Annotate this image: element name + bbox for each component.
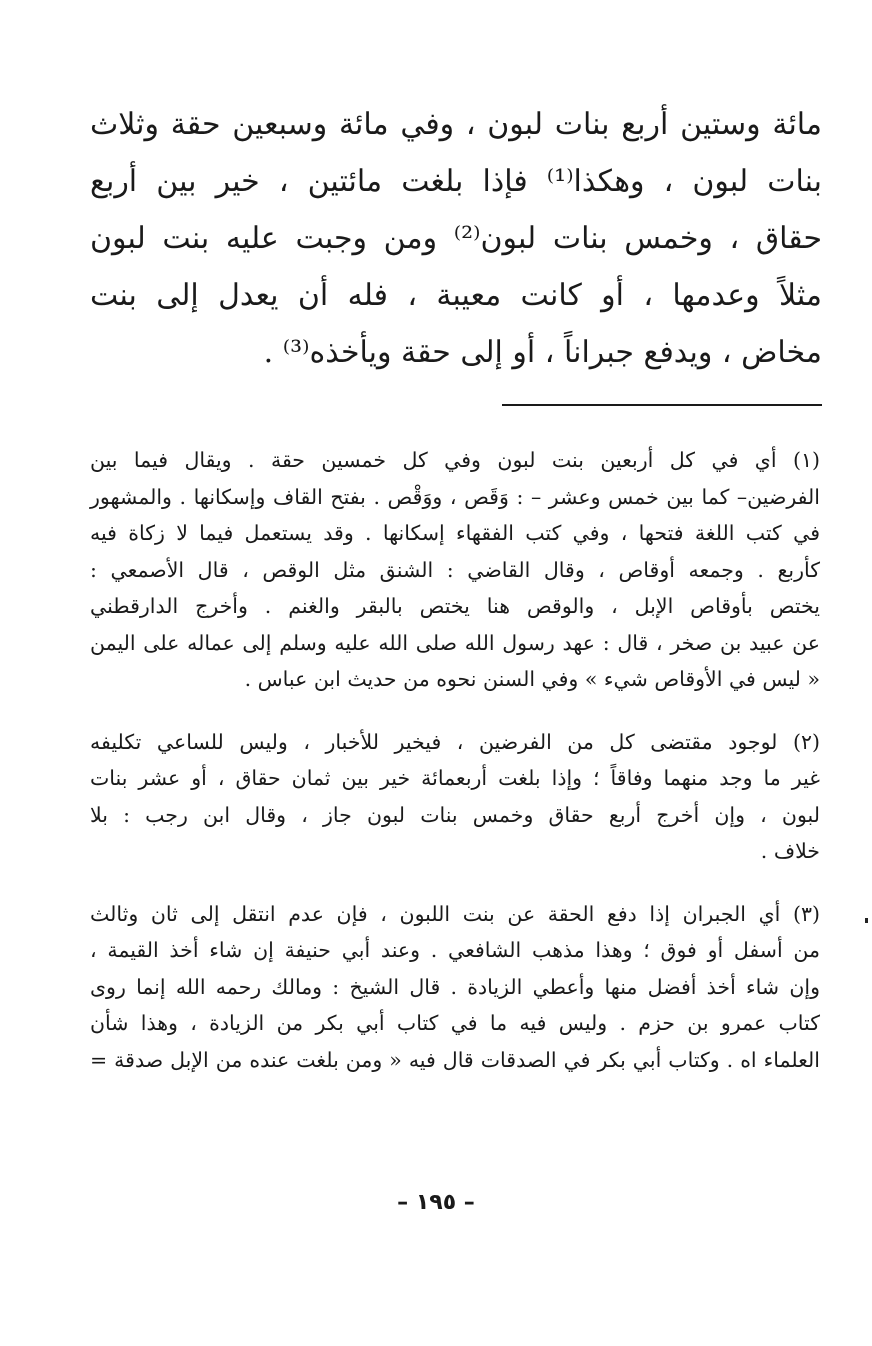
footnote-line: (٢) لوجود مقتضى كل من الفرضين ، فيخير للأخبار ، وليس للساعي تكليفه	[90, 729, 820, 754]
main-text-line: حقاق ، وخمس بنات لبون⁽²⁾ ومن وجبت عليه بنت لبون	[90, 221, 822, 256]
main-text-line: مثلاً وعدمها ، أو كانت معيبة ، فله أن يعدل إلى بنت	[90, 278, 823, 313]
scan-speck	[865, 918, 868, 923]
footnote-1	[90, 442, 820, 698]
footnote-line: لبون ، وإن أخرج أربع حقاق وخمس بنات لبون جاز ، وقال ابن رجب : بلا	[90, 802, 820, 827]
footnote-line: عن عبيد بن صخر ، قال : عهد رسول الله صلى الله عليه وسلم إلى عماله على اليمن	[90, 630, 820, 655]
footnote-line: خلاف .	[760, 839, 820, 863]
main-text-line: مخاض ، ويدفع جبراناً ، أو إلى حقة ويأخذه⁽³⁾ .	[263, 335, 822, 370]
footnote-3	[90, 896, 820, 1079]
footnote-line: كأربع . وجمعه أوقاص ، وقال القاضي : الشنق مثل الوقص ، قال الأصمعي :	[90, 557, 820, 582]
footnote-line: في كتب اللغة فتحها ، وفي كتب الفقهاء إسكانها . وقد يستعمل فيما لا زكاة فيه	[90, 521, 820, 545]
footnote-line: من أسفل أو فوق ؛ وهذا مذهب الشافعي . وعند أبي حنيفة إن شاء أخذ القيمة ،	[90, 938, 820, 962]
main-text-line: مائة وستين أربع بنات لبون ، وفي مائة وسبعين حقة وثلاث	[90, 107, 822, 142]
footnotes	[90, 442, 820, 1104]
main-text	[90, 96, 822, 381]
footnote-line: غير ما وجد منهما وفاقاً ؛ وإذا بلغت أربعمائة خير بين ثمان حقاق ، أو عشر بنات	[90, 766, 820, 790]
footnote-line: العلماء اه . وكتاب أبي بكر في الصدقات قال فيه « ومن بلغت عنده من الإبل صدقة =	[90, 1047, 820, 1072]
footnote-line: يختص بأوقاص الإبل ، والوقص هنا يختص بالبقر والغنم . وأخرج الدارقطني	[90, 594, 820, 618]
footnote-line: « ليس في الأوقاص شيء » وفي السنن نحوه من حديث ابن عباس .	[244, 667, 820, 691]
footnote-line: الفرضين– كما بين خمس وعشر – : وَقَص ، ووَقْص . بفتح القاف وإسكانها . والمشهور	[90, 484, 820, 509]
main-text-line: بنات لبون ، وهكذا⁽¹⁾ فإذا بلغت مائتين ، خير بين أربع	[90, 164, 822, 199]
footnote-2	[90, 724, 820, 870]
footnote-line: (١) أي في كل أربعين بنت لبون وفي كل خمسين حقة . ويقال فيما بين	[90, 448, 820, 472]
footnote-line: وإن شاء أخذ أفضل منها وأعطي الزيادة . قال الشيخ : ومالك رحمه الله إنما روى	[90, 974, 820, 999]
footnote-line: كتاب عمرو بن حزم . وليس فيه ما في كتاب أبي بكر من الزيادة ، وهذا شأن	[90, 1011, 820, 1035]
page-number: – ١٩٥ –	[397, 1190, 475, 1215]
footnote-separator	[502, 404, 822, 406]
footnote-line: (٣) أي الجبران إذا دفع الحقة عن بنت اللبون ، فإن عدم انتقل إلى ثان وثالث	[90, 901, 820, 926]
